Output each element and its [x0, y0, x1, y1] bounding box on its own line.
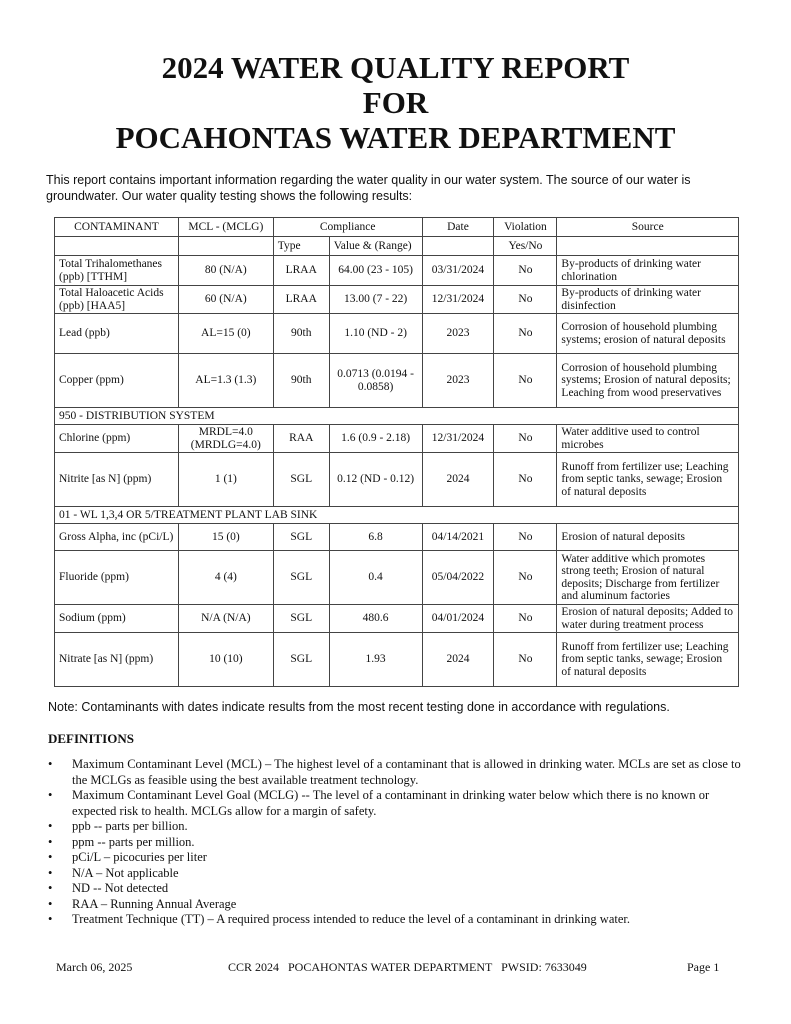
cell-type: SGL	[273, 605, 329, 633]
cell-type: RAA	[273, 425, 329, 453]
cell-date: 2024	[422, 453, 494, 507]
list-item	[48, 866, 748, 882]
cell-value: 6.8	[329, 524, 422, 551]
cell-type: 90th	[273, 354, 329, 408]
table-row	[55, 453, 739, 507]
cell-date: 04/14/2021	[422, 524, 494, 551]
section-row	[55, 507, 739, 524]
cell-mcl: 1 (1)	[178, 453, 273, 507]
cell-mcl: AL=1.3 (1.3)	[178, 354, 273, 408]
definition-text: ppm -- parts per million.	[72, 834, 195, 849]
cell-mcl: 60 (N/A)	[178, 286, 273, 314]
cell-type: LRAA	[273, 256, 329, 286]
cell-type: SGL	[273, 633, 329, 687]
list-item	[48, 757, 748, 788]
cell-contaminant: Total Trihalomethanes (ppb) [TTHM]	[55, 256, 179, 286]
table-row	[55, 425, 739, 453]
cell-violation: No	[494, 453, 557, 507]
table-subheader-row	[55, 237, 739, 256]
table-row	[55, 314, 739, 354]
definition-text: Maximum Contaminant Level (MCL) – The highest level of a contaminant that is allowed in drinking water. MCLs are set as close to the MCLGs as feasible using the best available treatment technology.	[72, 757, 741, 787]
cell-source: Runoff from fertilizer use; Leaching from septic tanks, sewage; Erosion of natural deposits	[557, 453, 739, 507]
definition-text: pCi/L – picocuries per liter	[72, 850, 207, 864]
cell-value: 0.12 (ND - 0.12)	[329, 453, 422, 507]
definition-text: Maximum Contaminant Level Goal (MCLG) -- The level of a contaminant in drinking water below which there is no known or expected risk to health. MCLGs allow for a margin of safety.	[72, 788, 710, 818]
cell-value: 13.00 (7 - 22)	[329, 286, 422, 314]
bullet-icon: •	[48, 881, 53, 895]
cell-value: 0.0713 (0.0194 - 0.0858)	[329, 354, 422, 408]
cell-date: 2024	[422, 633, 494, 687]
definitions-list	[48, 757, 748, 928]
list-item	[48, 819, 748, 835]
cell-source: Water additive used to control microbes	[557, 425, 739, 453]
cell-value: 1.6 (0.9 - 2.18)	[329, 425, 422, 453]
cell-value: 480.6	[329, 605, 422, 633]
title-line-3: POCAHONTAS WATER DEPARTMENT	[115, 120, 676, 155]
footer-center: CCR 2024 POCAHONTAS WATER DEPARTMENT PWSID: 7633049	[228, 960, 587, 974]
bullet-icon: •	[48, 788, 53, 802]
bullet-icon: •	[48, 896, 53, 911]
header-violation: Violation	[494, 218, 557, 237]
cell-date: 2023	[422, 314, 494, 354]
cell-value: 1.10 (ND - 2)	[329, 314, 422, 354]
header-contaminant: CONTAMINANT	[55, 218, 179, 237]
cell-violation: No	[494, 354, 557, 408]
cell-value: 0.4	[329, 551, 422, 605]
cell-source: By-products of drinking water chlorination	[557, 256, 739, 286]
cell-source: By-products of drinking water disinfection	[557, 286, 739, 314]
cell-source: Erosion of natural deposits	[557, 524, 739, 551]
cell-mcl: 10 (10)	[178, 633, 273, 687]
definition-text: RAA – Running Annual Average	[72, 896, 237, 911]
list-item	[48, 897, 748, 913]
list-item	[48, 788, 748, 819]
cell-contaminant: Chlorine (ppm)	[55, 425, 179, 453]
cell-contaminant: Fluoride (ppm)	[55, 551, 179, 605]
cell-mcl: 15 (0)	[178, 524, 273, 551]
cell-violation: No	[494, 314, 557, 354]
title-line-2: FOR	[362, 85, 429, 120]
list-item	[48, 850, 748, 866]
cell-date: 2023	[422, 354, 494, 408]
section-row	[55, 408, 739, 425]
cell-contaminant: Lead (ppb)	[55, 314, 179, 354]
cell-source: Corrosion of household plumbing systems; erosion of natural deposits	[557, 314, 739, 354]
cell-source: Water additive which promotes strong teeth; Erosion of natural deposits; Discharge from fertilizer and aluminum factories	[557, 551, 739, 605]
table-header-row	[55, 218, 739, 237]
cell-violation: No	[494, 524, 557, 551]
table-row	[55, 633, 739, 687]
cell-date: 12/31/2024	[422, 286, 494, 314]
cell-type: SGL	[273, 453, 329, 507]
cell-type: 90th	[273, 314, 329, 354]
header-source: Source	[557, 218, 739, 237]
cell-contaminant: Nitrite [as N] (ppm)	[55, 453, 179, 507]
definition-text: ND -- Not detected	[72, 881, 169, 895]
definition-text: N/A – Not applicable	[72, 865, 179, 880]
cell-contaminant: Total Haloacetic Acids (ppb) [HAA5]	[55, 286, 179, 314]
bullet-icon: •	[48, 834, 53, 849]
cell-mcl: AL=15 (0)	[178, 314, 273, 354]
section-distribution-system: 950 - DISTRIBUTION SYSTEM	[55, 408, 739, 425]
header-value-range: Value & (Range)	[329, 237, 422, 256]
table-row	[55, 551, 739, 605]
note-text: Note: Contaminants with dates indicate results from the most recent testing done in accordance with regulations.	[48, 700, 670, 714]
cell-violation: No	[494, 286, 557, 314]
cell-violation: No	[494, 605, 557, 633]
table-row	[55, 354, 739, 408]
report-title	[0, 50, 791, 155]
cell-mcl: MRDL=4.0 (MRDLG=4.0)	[178, 425, 273, 453]
title-line-1: 2024 WATER QUALITY REPORT	[161, 50, 630, 85]
table-row	[55, 286, 739, 314]
cell-mcl: 4 (4)	[178, 551, 273, 605]
cell-mcl: 80 (N/A)	[178, 256, 273, 286]
cell-value: 1.93	[329, 633, 422, 687]
cell-contaminant: Sodium (ppm)	[55, 605, 179, 633]
cell-date: 04/01/2024	[422, 605, 494, 633]
list-item	[48, 835, 748, 851]
cell-date: 03/31/2024	[422, 256, 494, 286]
header-date: Date	[422, 218, 494, 237]
header-type: Type	[273, 237, 329, 256]
definition-text: ppb -- parts per billion.	[72, 819, 188, 833]
cell-source: Erosion of natural deposits; Added to water during treatment process	[557, 605, 739, 633]
table-row	[55, 605, 739, 633]
bullet-icon: •	[48, 757, 53, 771]
cell-date: 05/04/2022	[422, 551, 494, 605]
bullet-icon: •	[48, 850, 53, 864]
header-mcl: MCL - (MCLG)	[178, 218, 273, 237]
cell-violation: No	[494, 256, 557, 286]
cell-date: 12/31/2024	[422, 425, 494, 453]
cell-contaminant: Gross Alpha, inc (pCi/L)	[55, 524, 179, 551]
footer-date: March 06, 2025	[56, 960, 133, 974]
cell-type: SGL	[273, 551, 329, 605]
cell-source: Runoff from fertilizer use; Leaching from septic tanks, sewage; Erosion of natural deposits	[557, 633, 739, 687]
cell-source: Corrosion of household plumbing systems; Erosion of natural deposits; Leaching from wood preservatives	[557, 354, 739, 408]
cell-violation: No	[494, 425, 557, 453]
water-quality-table	[54, 217, 739, 687]
cell-type: LRAA	[273, 286, 329, 314]
section-treatment-plant: 01 - WL 1,3,4 OR 5/TREATMENT PLANT LAB SINK	[55, 507, 739, 524]
definition-text: Treatment Technique (TT) – A required process intended to reduce the level of a contaminant in drinking water.	[72, 912, 630, 926]
intro-paragraph: This report contains important information regarding the water quality in our water system. The source of our water is groundwater. Our water quality testing shows the following results:	[46, 173, 691, 203]
cell-type: SGL	[273, 524, 329, 551]
footer-page: Page 1	[687, 960, 720, 974]
cell-mcl: N/A (N/A)	[178, 605, 273, 633]
cell-contaminant: Copper (ppm)	[55, 354, 179, 408]
bullet-icon: •	[48, 865, 53, 880]
list-item	[48, 912, 748, 928]
cell-violation: No	[494, 551, 557, 605]
list-item	[48, 881, 748, 897]
table-row	[55, 256, 739, 286]
bullet-icon: •	[48, 912, 53, 926]
cell-violation: No	[494, 633, 557, 687]
cell-value: 64.00 (23 - 105)	[329, 256, 422, 286]
header-yes-no: Yes/No	[494, 237, 557, 256]
table-row	[55, 524, 739, 551]
bullet-icon: •	[48, 819, 53, 833]
header-compliance: Compliance	[273, 218, 422, 237]
definitions-heading: DEFINITIONS	[48, 731, 134, 746]
cell-contaminant: Nitrate [as N] (ppm)	[55, 633, 179, 687]
